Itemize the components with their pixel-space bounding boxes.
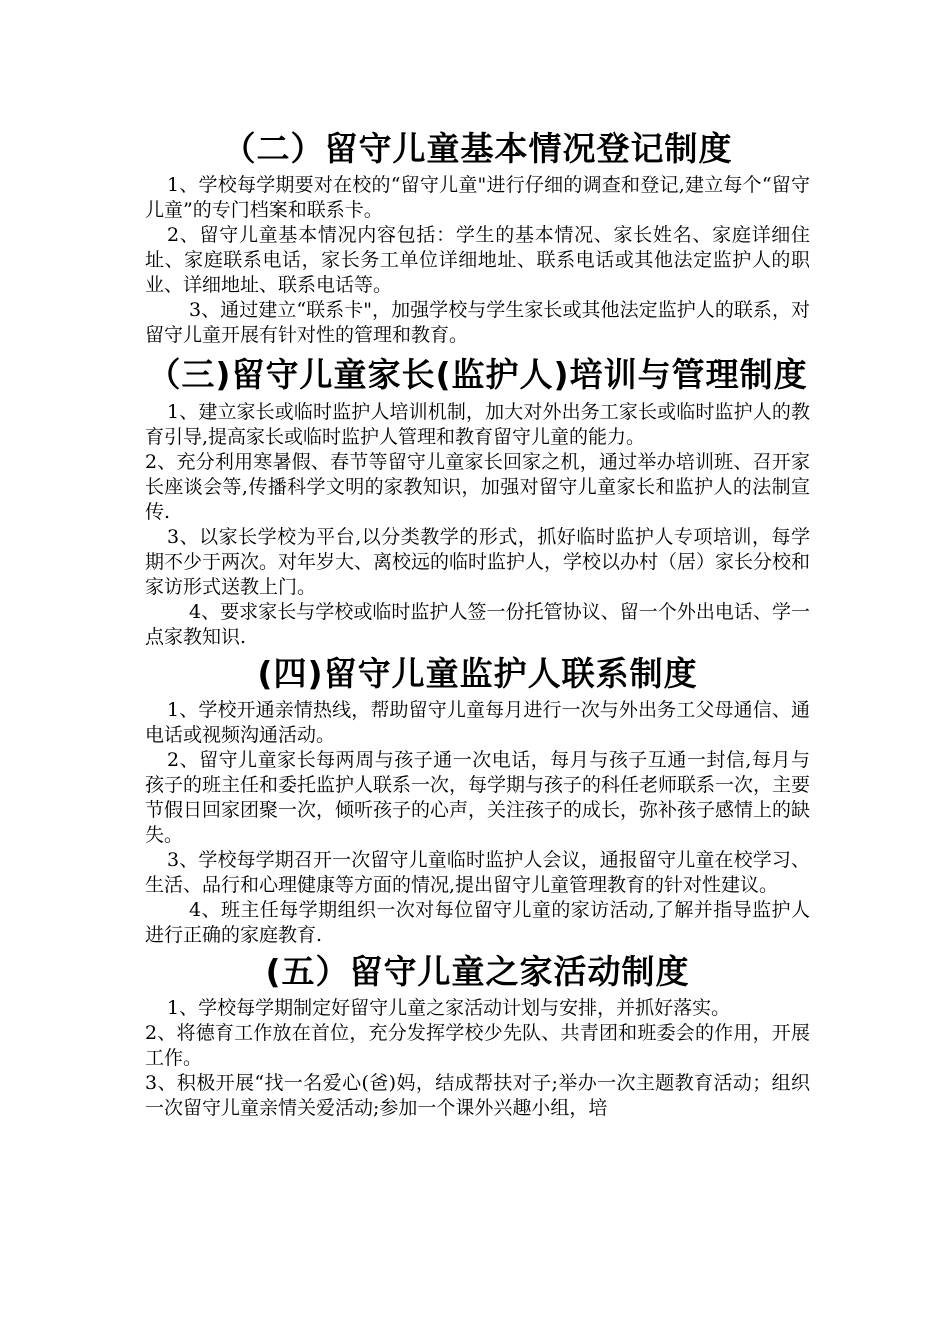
section-3-title: （三)留守儿童家长(监护人)培训与管理制度: [147, 355, 808, 394]
section-5-title: (五）留守儿童之家活动制度: [265, 952, 690, 991]
section-2-para-3: 3、通过建立“联系卡"，加强学校与学生家长或其他法定监护人的联系，对留守儿童开展有针对性的管理和教育。: [145, 299, 810, 346]
section-3-para-4: 4、要求家长与学校或临时监护人签一份托管协议、留一个外出电话、学一点家教知识.: [145, 601, 810, 648]
section-4-para-2: 2、留守儿童家长每两周与孩子通一次电话，每月与孩子互通一封信,每月与孩子的班主任和委托监护人联系一次，每学期与孩子的科任老师联系一次，主要节假日回家团聚一次，倾听孩子的心声，关注孩子的成长，弥补孩子感情上的缺失。: [145, 749, 811, 846]
section-3-para-1: 1、建立家长或临时监护人培训机制，加大对外出务工家长或临时监护人的教育引导,提高家长或临时监护人管理和教育留守儿童的能力。: [145, 401, 810, 448]
section-5-para-3: 3、积极开展“找一名爱心(爸)妈，结成帮扶对子;举办一次主题教育活动；组织一次留守儿童亲情关爱活动;参加一个课外兴趣小组，培: [145, 1072, 810, 1119]
section-4-title: (四)留守儿童监护人联系制度: [257, 654, 698, 693]
section-2-para-2: 2、留守儿童基本情况内容包括：学生的基本情况、家长姓名、家庭详细住址、家庭联系电话，家长务工单位详细地址、联系电话或其他法定监护人的职业、详细地址、联系电话等。: [145, 224, 810, 296]
section-5-para-1: 1、学校每学期制定好留守儿童之家活动计划与安排，并抓好落实。: [167, 997, 731, 1019]
section-4-para-4: 4、班主任每学期组织一次对每位留守儿童的家访活动,了解并指导监护人进行正确的家庭教育.: [145, 899, 810, 946]
section-2-para-1: 1、学校每学期要对在校的“留守儿童"进行仔细的调查和登记,建立每个“留守儿童”的专门档案和联系卡。: [145, 174, 810, 221]
section-4-para-1: 1、学校开通亲情热线，帮助留守儿童每月进行一次与外出务工父母通信、通电话或视频沟通活动。: [145, 699, 810, 746]
section-3-para-3: 3、以家长学校为平台,以分类教学的形式，抓好临时监护人专项培训，每学期不少于两次。对年岁大、离校远的临时监护人，学校以办村（居）家长分校和家访形式送教上门。: [145, 526, 811, 598]
section-2-title: （二）留守儿童基本情况登记制度: [222, 129, 733, 168]
section-3-para-2: 2、充分利用寒暑假、春节等留守儿童家长回家之机，通过举办培训班、召开家长座谈会等,传播科学文明的家教知识，加强对留守儿童家长和监护人的法制宣传.: [145, 451, 810, 523]
section-4-para-3: 3、学校每学期召开一次留守儿童临时监护人会议，通报留守儿童在校学习、生活、品行和心理健康等方面的情况,提出留守儿童管理教育的针对性建议。: [145, 849, 810, 896]
document-body: [145, 125, 810, 1121]
section-5-para-2: 2、将德育工作放在首位，充分发挥学校少先队、共青团和班委会的作用，开展工作。: [145, 1022, 810, 1069]
